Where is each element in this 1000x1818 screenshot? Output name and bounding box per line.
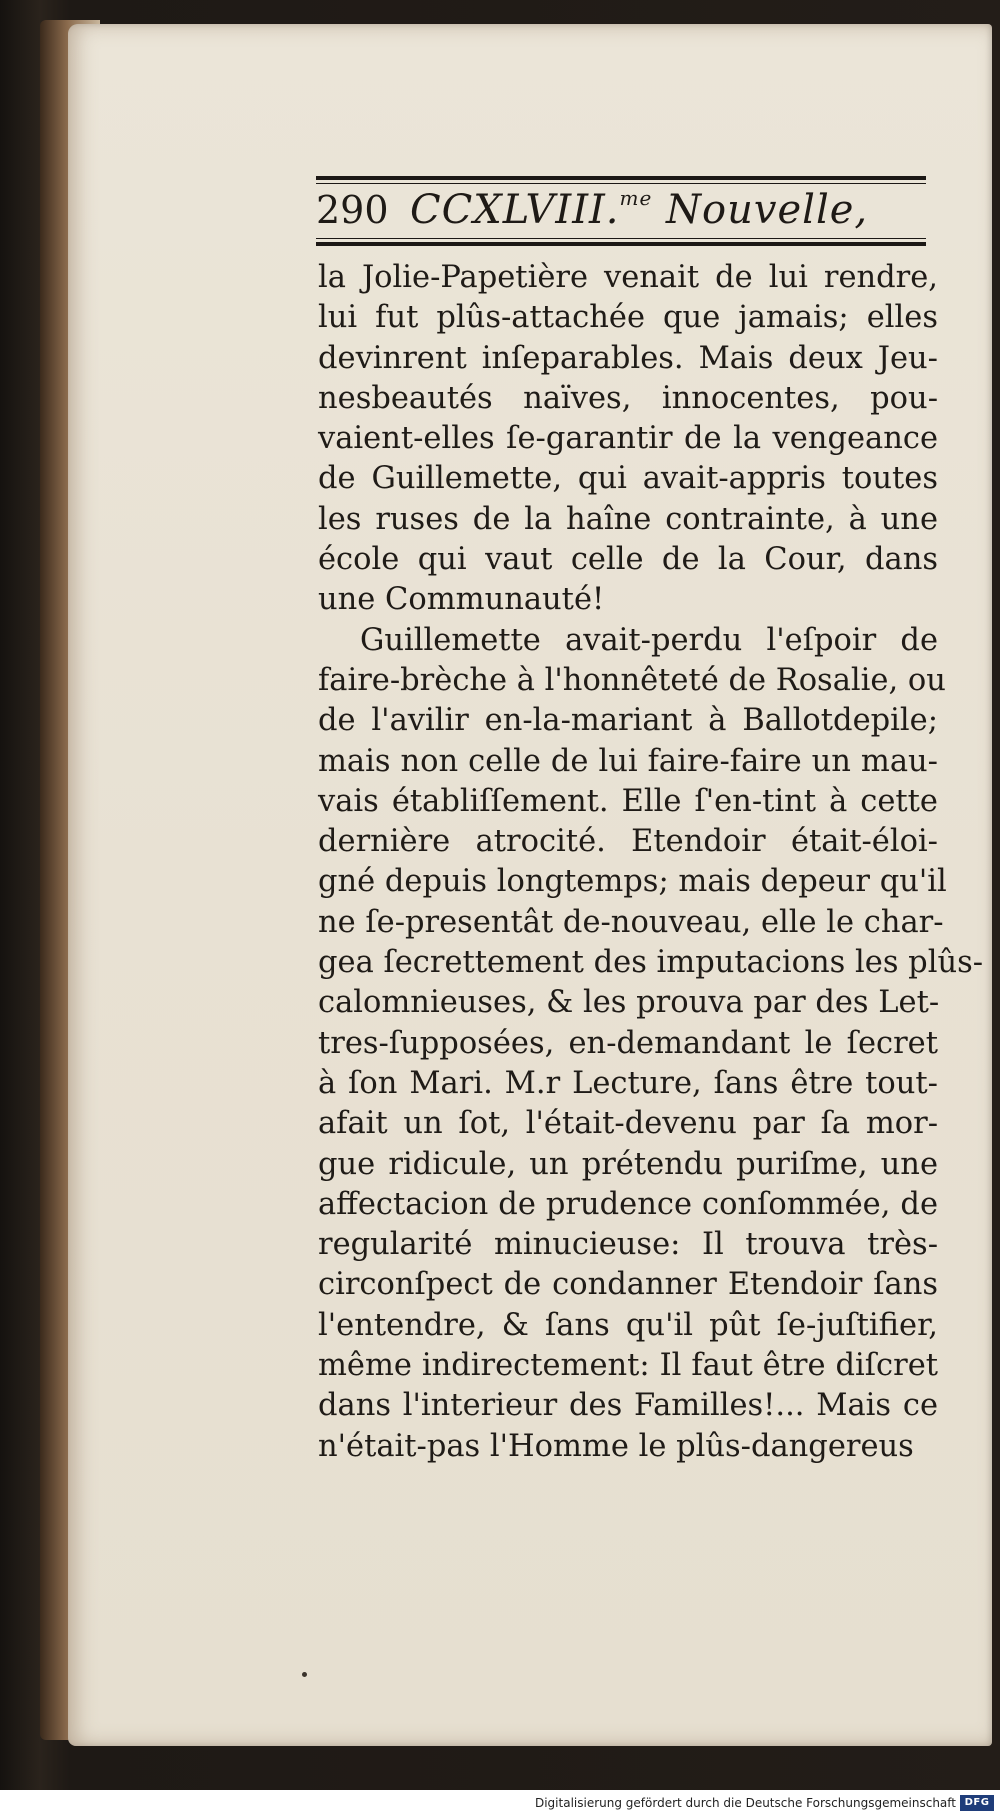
- header-rule-bottom: [316, 242, 926, 246]
- text-line: de Guillemette, qui avait-appris toutes: [318, 461, 938, 497]
- header-rule-top: [316, 176, 926, 180]
- body-text: [318, 258, 984, 1467]
- text-line: afait un ſot, l'était-devenu par ſa mor-: [318, 1106, 938, 1142]
- chapter-title-numeral: CCXLVIII.: [410, 187, 620, 233]
- text-line: affectacion de prudence conſommée, de: [318, 1186, 938, 1222]
- text-line: ne ſe-presentât de-nouveau, elle le char-: [318, 904, 944, 940]
- text-line: à ſon Mari. M.r Lecture, ſans être tout-: [318, 1065, 938, 1101]
- text-line: l'entendre, & ſans qu'il pût ſe-juſtifier,: [318, 1307, 938, 1343]
- text-line: devinrent inſeparables. Mais deux Jeu-: [318, 340, 938, 376]
- header-rule-bottom-thin: [316, 238, 926, 239]
- chapter-title: [410, 186, 868, 233]
- text-line: une Communauté!: [318, 582, 605, 618]
- text-line: mais non celle de lui faire-faire un mau-: [318, 743, 938, 779]
- text-line: tres-ſupposées, en-demandant le ſecret: [318, 1025, 938, 1061]
- text-line: lui fut plûs-attachée que jamais; elles: [318, 300, 938, 336]
- funding-credit: Digitalisierung gefördert durch die Deutsche Forschungsgemeinschaft: [534, 1796, 956, 1810]
- page-number: 290: [316, 188, 389, 232]
- text-line: de l'avilir en-la-mariant à Ballotdepile;: [318, 703, 938, 739]
- text-line: circonſpect de condanner Etendoir ſans: [318, 1267, 938, 1303]
- text-line: dernière atrocité. Etendoir était-éloi-: [318, 824, 938, 860]
- dfg-logo-icon: DFG: [960, 1795, 994, 1811]
- text-line: regularité minucieuse: Il trouva très-: [318, 1227, 938, 1263]
- chapter-title-sup: me: [619, 186, 653, 210]
- text-line: dans l'interieur des Familles!... Mais ce: [318, 1388, 938, 1424]
- text-line: calomnieuses, & les prouva par des Let-: [318, 985, 940, 1021]
- running-head: [316, 186, 928, 238]
- chapter-title-rest: Nouvelle,: [652, 187, 869, 233]
- header-rule-top-thin: [316, 183, 926, 184]
- text-line: vaient-elles ſe-garantir de la vengeance: [318, 421, 938, 457]
- text-line: gea ſecrettement des imputacions les plûs-: [318, 945, 984, 981]
- text-line: école qui vaut celle de la Cour, dans: [318, 542, 938, 578]
- footer-bar: [0, 1790, 1000, 1818]
- text-line: les ruses de la haîne contrainte, à une: [318, 501, 938, 537]
- text-line: même indirectement: Il faut être diſcret: [318, 1348, 938, 1384]
- text-line: vais établiſſement. Elle ſ'en-tint à cette: [318, 783, 938, 819]
- text-line: nesbeautés naïves, innocentes, pou-: [318, 380, 938, 416]
- text-line: la Jolie-Papetière venait de lui rendre,: [318, 260, 938, 295]
- text-line: gné depuis longtemps; mais depeur qu'il: [318, 864, 947, 900]
- text-line: gue ridicule, un prétendu puriſme, une: [318, 1146, 938, 1182]
- text-line: n'était-pas l'Homme le plûs-dangereus: [318, 1428, 914, 1464]
- text-line: faire-brèche à l'honnêteté de Rosalie, ou: [318, 662, 946, 698]
- text-line: Guillemette avait-perdu l'eſpoir de: [360, 622, 938, 658]
- ink-speck: [302, 1672, 307, 1677]
